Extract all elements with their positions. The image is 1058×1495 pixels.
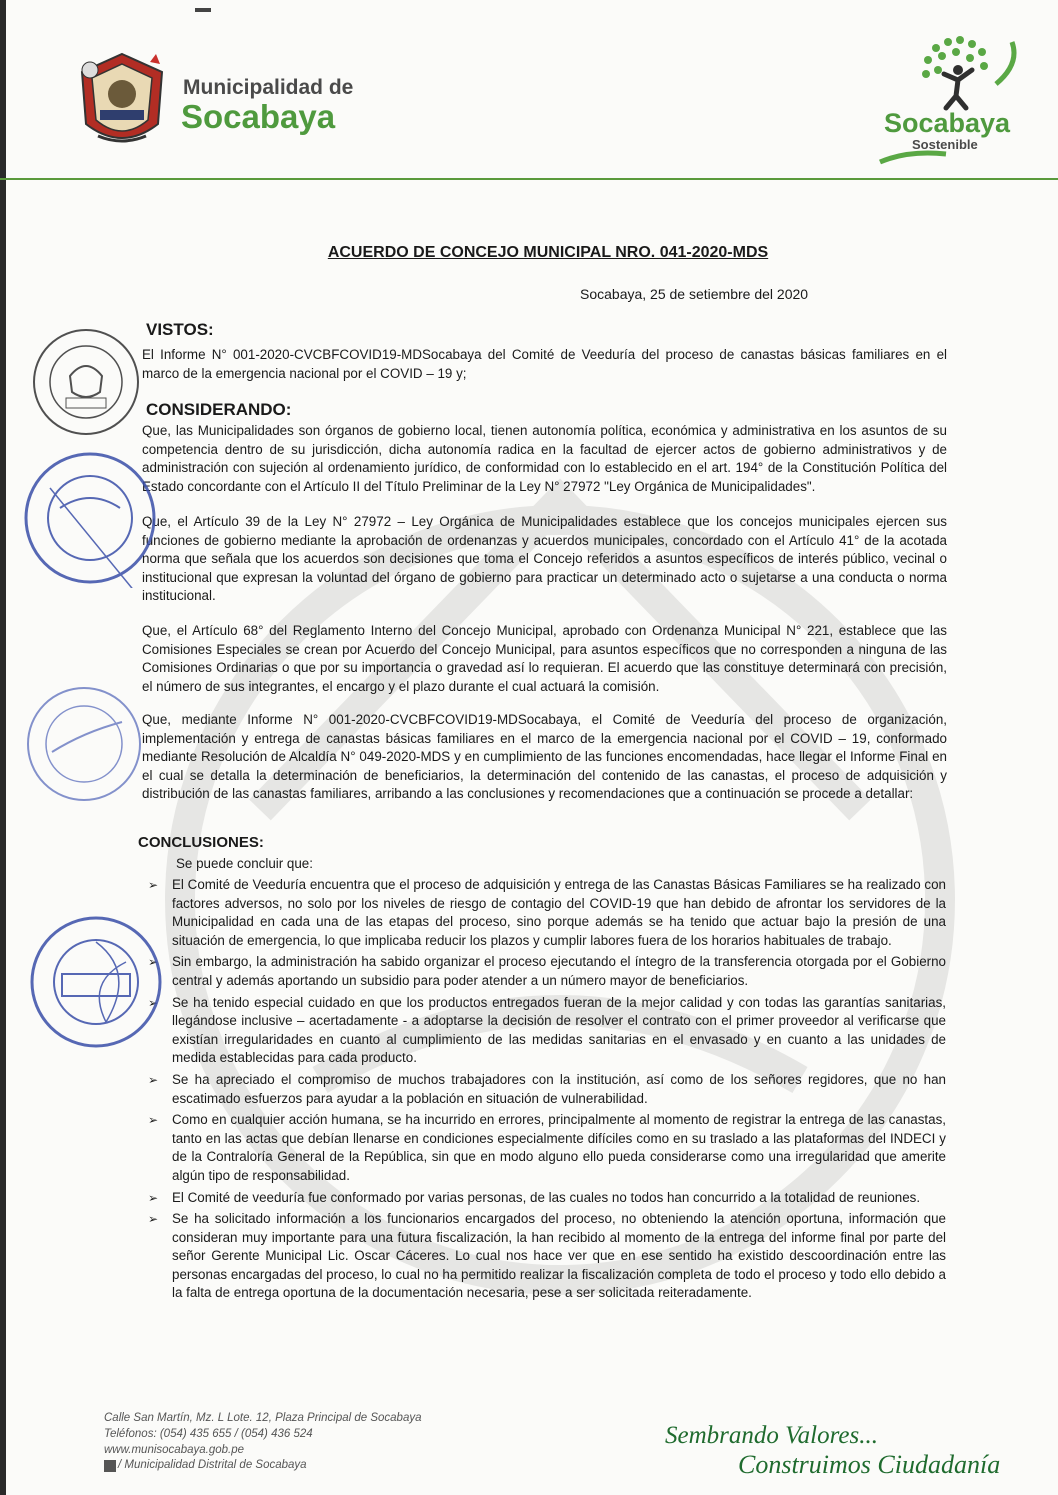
footer-facebook: / Municipalidad Distrital de Socabaya <box>118 1459 307 1471</box>
list-item-text: El Comité de Veeduría encuentra que el proceso de adquisición y entrega de las Canastas Básicas Familiares se ha realizado con factores adversos, no solo por los niveles de riesgo de contagio del COVID-19 que han debido de afrontar los servidores de la Municipalidad en cada una de las etapas del proceso, sino porque además se ha tenido que actuar bajo la presión de una situación de emergencia, lo que implicaba reducir los plazos y cumplir labores fuera de los horarios habituales de trabajo. <box>172 877 946 948</box>
scan-mark <box>195 8 211 12</box>
conclusiones-list <box>146 876 946 1306</box>
list-item <box>146 1111 946 1185</box>
alcaldia-stamp <box>30 326 142 438</box>
municipality-name-line1: Municipalidad de <box>183 76 354 99</box>
secretaria-general-stamp <box>26 912 166 1052</box>
list-item-text: Se ha tenido especial cuidado en que los productos entregados fueran de la mejor calidad y con todas las garantías sanitarias, llegándose inclusive – acertadamente - a adoptarse la decisión de resolver el contrato con el primer proveedor al verificarse que existían irregularidades en cuanto al cumplimiento de las medidas sanitarias en el envasado y en cuanto a las unidades de medida establecidas para cada producto. <box>172 994 946 1066</box>
list-item <box>146 953 946 990</box>
list-item <box>146 994 946 1068</box>
list-item-text: Se ha solicitado información a los funcionarios encargados del proceso, no obteniendo la atención oportuna, información que consideran muy importante para una futura fiscalización, la han recibido al momento de la entrega del informe final por parte del señor Gerente Municipal Lic. Oscar Cáceres. Lo cual nos hace ver que en ese sentido ha existido descoordinación entre las personas encargadas del proceso, lo cual no ha permitido realizar la fiscalización completa de todo el proceso y todo ello debido a la falta de entrega oportuna de la documentación necesaria, pese a ser solicitada reiteradamente. <box>172 1211 946 1301</box>
list-item-text: Como en cualquier acción humana, se ha incurrido en errores, principalmente al momento de registrar la entrega de las canastas, tanto en las actas que debían llenarse en condiciones especialmente difíciles como en su traslado a las plataformas del INDECI y de la Contraloría General de la República, sin que en modo alguno ello pueda considerarse como una irregularidad que amerite algún tipo de responsabilidad. <box>172 1112 946 1183</box>
brand-swoosh <box>878 148 948 166</box>
vistos-text: El Informe N° 001-2020-CVCBFCOVID19-MDSocabaya del Comité de Veeduría del proceso de canastas básicas familiares en el marco de la emergencia nacional por el COVID – 19 y; <box>142 347 947 381</box>
header-divider <box>0 178 1058 180</box>
arrow-bullet-icon: ➢ <box>148 1190 159 1205</box>
list-item-text: Sin embargo, la administración ha sabido organizar el proceso ejecutando el íntegro de la transferencia otorgada por el Gobierno central y además aportando un subsidio para poder atender a un número mayor de beneficiarios. <box>172 954 946 988</box>
conclusiones-intro: Se puede concluir que: <box>176 856 313 871</box>
considerando-paragraph-2: Que, el Artículo 39 de la Ley N° 27972 – Ley Orgánica de Municipalidades establece que los concejos municipales ejercen sus funciones de gobierno mediante la aprobación de ordenanzas y acuerdos municipales, concordado con el Artículo 41° de la acotada norma que señala que los acuerdos son decisiones que toma el Concejo referidos a asuntos específicos de interés público, vecinal o institucional que expresan la voluntad del órgano de gobierno para practicar un determinado acto o sujetarse a una conducta o norma institucional. <box>142 514 947 604</box>
slogan-line2: Construimos Ciudadanía <box>738 1450 1001 1479</box>
gerencia-municipal-stamp <box>20 448 160 588</box>
arrow-bullet-icon: ➢ <box>148 878 159 892</box>
considerando-heading: CONSIDERANDO: <box>146 400 292 419</box>
brand-name: Socabaya <box>884 108 1011 138</box>
coat-of-arms-logo <box>76 50 168 154</box>
list-item <box>146 876 946 950</box>
list-item <box>146 1189 946 1208</box>
brand-tagline: Sostenible <box>912 137 978 152</box>
arrow-bullet-icon: ➢ <box>148 995 159 1010</box>
municipality-name-line2: Socabaya <box>181 98 336 135</box>
footer-address: Calle San Martín, Mz. L Lote. 12, Plaza Principal de Socabaya <box>104 1412 422 1424</box>
asesoria-juridica-stamp <box>22 682 146 806</box>
conclusiones-heading: CONCLUSIONES: <box>138 834 264 851</box>
considerando-paragraph-4: Que, mediante Informe N° 001-2020-CVCBFCOVID19-MDSocabaya, el Comité de Veeduría del proceso de organización, implementación y entrega de canastas básicas familiares en el marco de la emergencia nacional por el COVID – 19, conformado mediante Resolución de Alcaldía N° 049-2020-MDS y en cumplimiento de las funciones encomendadas, hace llegar el Informe Final en el cual se detalla la determinación de beneficiarios, la determinación del contenido de las canastas, el proceso de adquisición y distribución de las canastas familiares, arribando a las conclusiones y recomendaciones que a continuación se procede a detallar: <box>142 712 947 802</box>
footer-phones: Teléfonos: (054) 435 655 / (054) 436 524 <box>104 1428 313 1440</box>
document-title: ACUERDO DE CONCEJO MUNICIPAL NRO. 041-2020-MDS <box>327 244 769 261</box>
footer-website[interactable]: www.munisocabaya.gob.pe <box>104 1444 244 1456</box>
arrow-bullet-icon: ➢ <box>148 1072 159 1087</box>
vistos-heading: VISTOS: <box>146 320 214 339</box>
considerando-paragraph-1: Que, las Municipalidades son órganos de gobierno local, tienen autonomía política, económica y administrativa en los asuntos de su competencia dentro de su jurisdicción, dicha autonomía radica en la facultad de ejercer actos de gobierno administrativos y de administración con sujeción al ordenamiento jurídico, de conformidad con lo establecido en el art. 194° de la Constitución Política del Estado concordante con el Artículo II del Título Preliminar de la Ley N° 27972 "Ley Orgánica de Municipalidades". <box>142 423 947 494</box>
arrow-bullet-icon: ➢ <box>148 1113 159 1128</box>
list-item-text: El Comité de veeduría fue conformado por varias personas, de las cuales no todos han concurrido a la totalidad de reuniones. <box>172 1189 921 1205</box>
facebook-icon <box>104 1460 116 1472</box>
arrow-bullet-icon: ➢ <box>148 955 159 970</box>
list-item <box>146 1071 946 1108</box>
considerando-paragraph-3: Que, el Artículo 68° del Reglamento Interno del Concejo Municipal, aprobado con Ordenanza Municipal N° 221, establece que las Comisiones Especiales se crean por Acuerdo del Concejo Municipal, para asuntos específicos que no corresponden a ninguna de las Comisiones Ordinarias o que por su importancia o gravedad así lo requieran. El acuerdo que las constituye determinará con precisión, el número de sus integrantes, el encargo y el plazo durante el cual actuará la comisión. <box>142 623 947 694</box>
document-date: Socabaya, 25 de setiembre del 2020 <box>580 286 809 302</box>
slogan-line1: Sembrando Valores... <box>665 1422 878 1449</box>
list-item <box>146 1210 946 1303</box>
arrow-bullet-icon: ➢ <box>148 1212 159 1227</box>
scan-edge-bar <box>0 0 6 1495</box>
list-item-text: Se ha apreciado el compromiso de muchos trabajadores con la institución, así como de los señores regidores, que no han escatimado esfuerzos para ayudar a la población en situación de vulnerabilidad. <box>172 1071 946 1106</box>
sostenible-tree-logo <box>896 34 1026 114</box>
